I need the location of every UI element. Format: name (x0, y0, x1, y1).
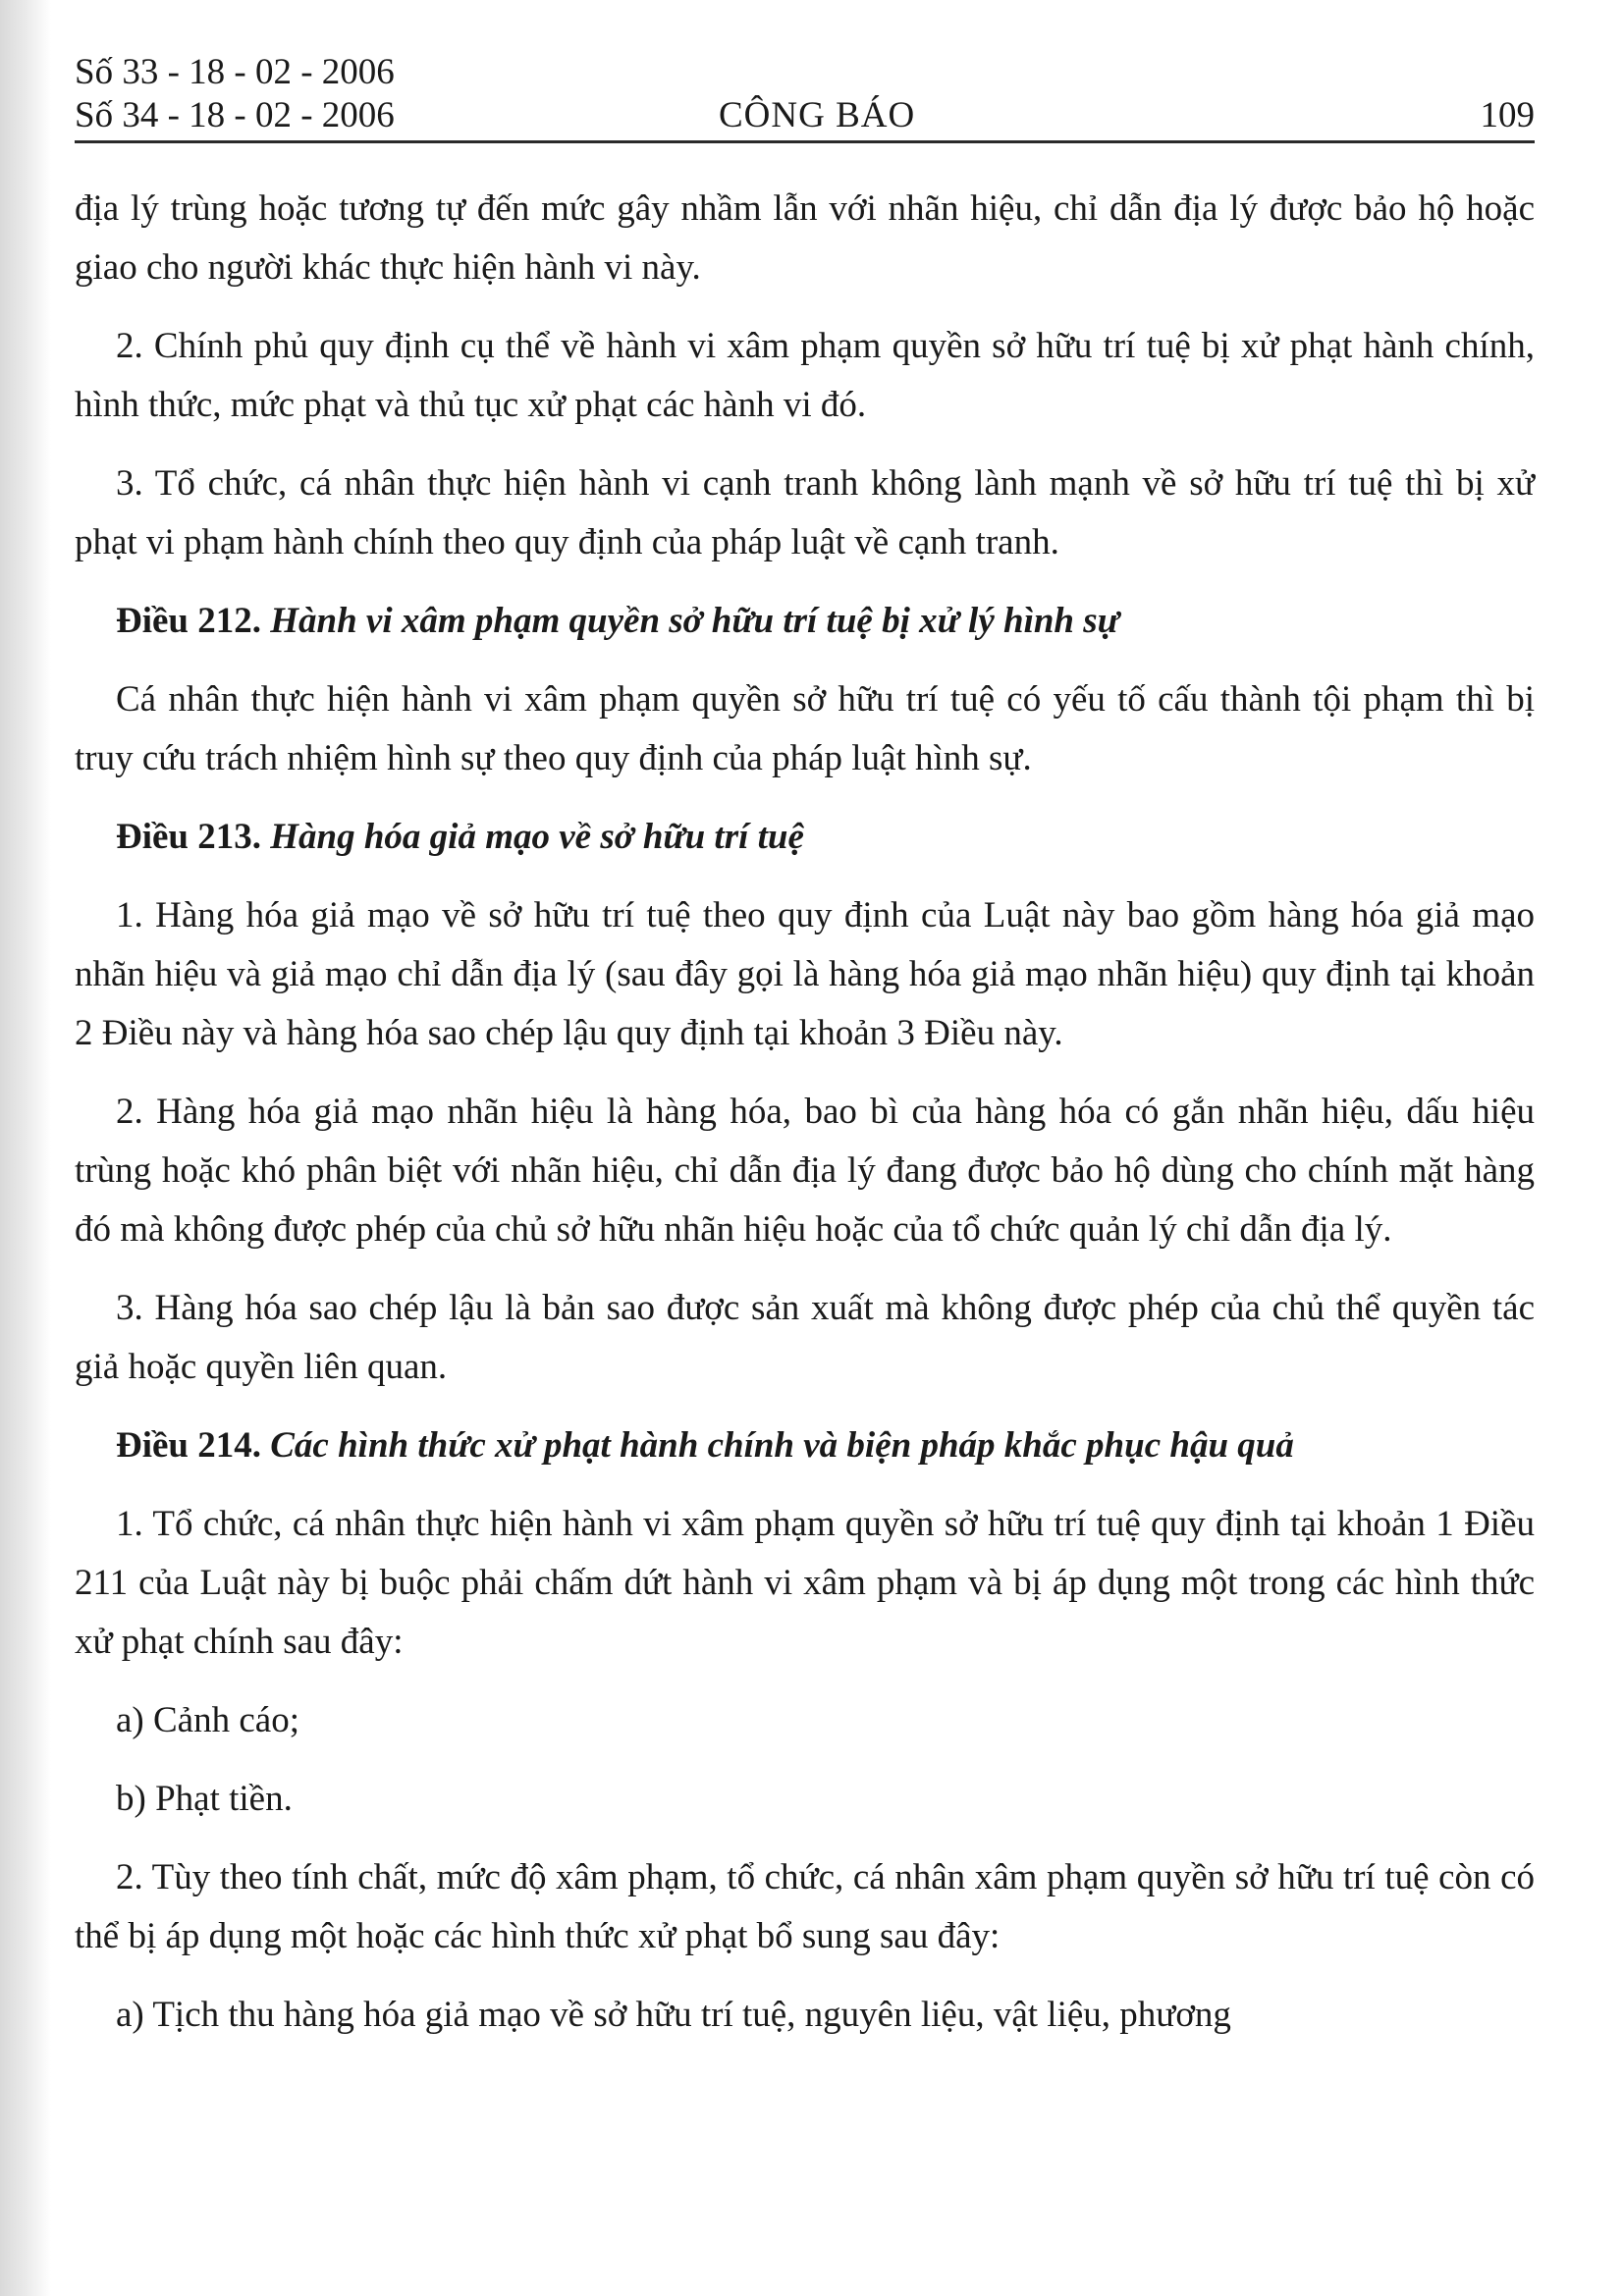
scan-edge-shadow (0, 0, 51, 2296)
article-214-clause-1: 1. Tổ chức, cá nhân thực hiện hành vi xâm phạm quyền sở hữu trí tuệ quy định tại khoản 1 Điều 211 của Luật này bị buộc phải chấm dứt hành vi xâm phạm và bị áp dụng một trong các hình thức xử phạt chính sau đây: (75, 1504, 1535, 1662)
article-214-item-a: a) Cảnh cáo; (116, 1700, 299, 1740)
article-213-clause-2: 2. Hàng hóa giả mạo nhãn hiệu là hàng hóa, bao bì của hàng hóa có gắn nhãn hiệu, dấu hiệu trùng hoặc khó phân biệt với nhãn hiệu, chỉ dẫn địa lý đang được bảo hộ dùng cho chính mặt hàng đó mà không được phép của chủ sở hữu nhãn hiệu hoặc của tổ chức quản lý chỉ dẫn địa lý. (75, 1092, 1535, 1250)
article-213-clause-1: 1. Hàng hóa giả mạo về sở hữu trí tuệ theo quy định của Luật này bao gồm hàng hóa giả mạo nhãn hiệu và giả mạo chỉ dẫn địa lý (sau đây gọi là hàng hóa giả mạo nhãn hiệu) quy định tại khoản 2 Điều này và hàng hóa sao chép lậu quy định tại khoản 3 Điều này. (75, 895, 1535, 1053)
clause-3: 3. Tổ chức, cá nhân thực hiện hành vi cạnh tranh không lành mạnh về sở hữu trí tuệ thì bị xử phạt vi phạm hành chính theo quy định của pháp luật về cạnh tranh. (75, 463, 1535, 562)
page-number: 109 (1480, 95, 1535, 135)
article-214-heading (75, 1416, 1535, 1475)
page-header (75, 51, 1535, 141)
issue-number-2: Số 34 - 18 - 02 - 2006 (75, 95, 395, 135)
article-213-heading (75, 808, 1535, 867)
document-body (75, 180, 1535, 2064)
article-212-heading (75, 592, 1535, 651)
article-214-clause-2-item-a: a) Tịch thu hàng hóa giả mạo về sở hữu trí tuệ, nguyên liệu, vật liệu, phương (116, 1995, 1231, 2035)
article-number: Điều 212. (116, 601, 261, 641)
article-214-item-b: b) Phạt tiền. (116, 1779, 293, 1819)
gazette-name: CÔNG BÁO (719, 95, 916, 135)
article-213-clause-3: 3. Hàng hóa sao chép lậu là bản sao được sản xuất mà không được phép của chủ thể quyền tác giả hoặc quyền liên quan. (75, 1288, 1535, 1387)
article-title: Hàng hóa giả mạo về sở hữu trí tuệ (270, 817, 804, 857)
article-214-clause-2: 2. Tùy theo tính chất, mức độ xâm phạm, tổ chức, cá nhân xâm phạm quyền sở hữu trí tuệ còn có thể bị áp dụng một hoặc các hình thức xử phạt bổ sung sau đây: (75, 1857, 1535, 1956)
article-number: Điều 214. (116, 1425, 261, 1466)
issue-number-1: Số 33 - 18 - 02 - 2006 (75, 52, 395, 92)
article-212-paragraph: Cá nhân thực hiện hành vi xâm phạm quyền sở hữu trí tuệ có yếu tố cấu thành tội phạm thì bị truy cứu trách nhiệm hình sự theo quy định của pháp luật hình sự. (75, 679, 1535, 778)
continued-paragraph: địa lý trùng hoặc tương tự đến mức gây nhầm lẫn với nhãn hiệu, chỉ dẫn địa lý được bảo hộ hoặc giao cho người khác thực hiện hành vi này. (75, 188, 1535, 288)
article-title: Hành vi xâm phạm quyền sở hữu trí tuệ bị xử lý hình sự (270, 601, 1119, 641)
article-title: Các hình thức xử phạt hành chính và biện pháp khắc phục hậu quả (270, 1425, 1294, 1466)
article-number: Điều 213. (116, 817, 261, 857)
clause-2: 2. Chính phủ quy định cụ thể về hành vi xâm phạm quyền sở hữu trí tuệ bị xử phạt hành chính, hình thức, mức phạt và thủ tục xử phạt các hành vi đó. (75, 326, 1535, 425)
header-rule (75, 140, 1535, 143)
